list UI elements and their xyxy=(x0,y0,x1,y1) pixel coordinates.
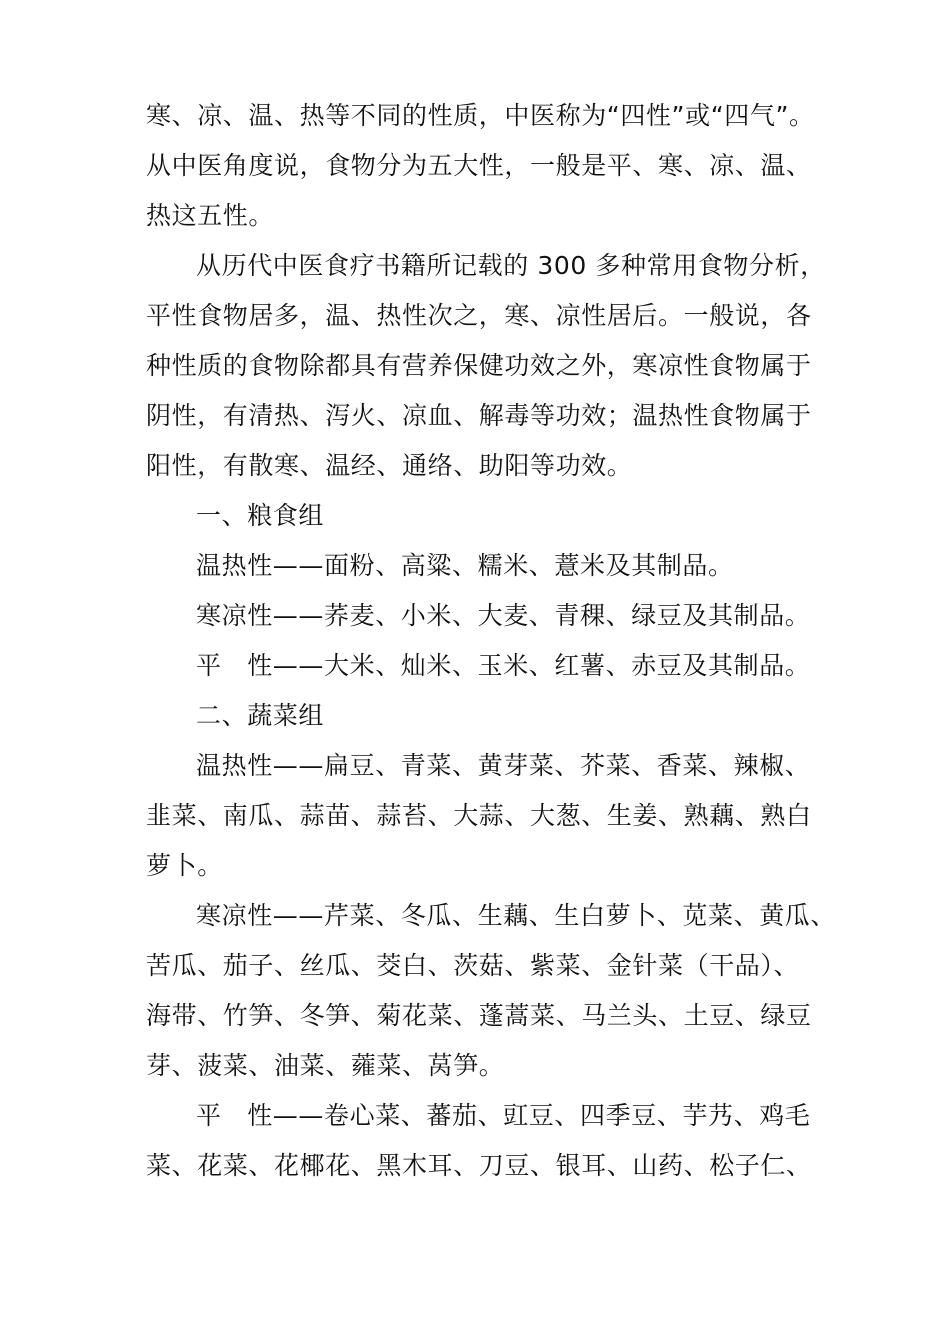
section-heading-grains: 一、粮食组 xyxy=(196,501,325,530)
text-line-15: 韭菜、南瓜、蒜苗、蒜苔、大蒜、大葱、生姜、熟藕、熟白 xyxy=(146,801,812,830)
text-line-2: 从中医角度说，食物分为五大性，一般是平、寒、凉、温、 xyxy=(146,151,812,180)
text-line-22: 菜、花菜、花椰花、黑木耳、刀豆、银耳、山药、松子仁、 xyxy=(146,1151,812,1180)
text-line-1: 寒、凉、温、热等不同的性质，中医称为“四性”或“四气”。 xyxy=(146,101,815,130)
text-line-12: 平 性——大米、灿米、玉米、红薯、赤豆及其制品。 xyxy=(196,651,811,680)
text-line-17: 寒凉性——芹菜、冬瓜、生藕、生白萝卜、苋菜、黄瓜、 xyxy=(196,901,837,930)
text-line-7: 阴性，有清热、泻火、凉血、解毒等功效；温热性食物属于 xyxy=(146,401,812,430)
text-line-4: 从历代中医食疗书籍所记载的 300 多种常用食物分析， xyxy=(196,251,826,280)
text-line-21: 平 性——卷心菜、蕃茄、豇豆、四季豆、芋艿、鸡毛 xyxy=(196,1101,811,1130)
text-line-6: 种性质的食物除都具有营养保健功效之外，寒凉性食物属于 xyxy=(146,351,812,380)
text-line-19: 海带、竹笋、冬笋、菊花菜、蓬蒿菜、马兰头、土豆、绿豆 xyxy=(146,1001,812,1030)
text-line-18: 苦瓜、茄子、丝瓜、茭白、茨菇、紫菜、金针菜（干品）、 xyxy=(146,951,800,980)
text-line-10: 温热性——面粉、高粱、糯米、薏米及其制品。 xyxy=(196,551,734,580)
text-line-16: 萝卜。 xyxy=(146,851,223,880)
text-line-8: 阳性，有散寒、温经、通络、助阳等功效。 xyxy=(146,451,633,480)
text-line-5: 平性食物居多，温、热性次之，寒、凉性居后。一般说，各 xyxy=(146,301,812,330)
section-heading-vegetables: 二、蔬菜组 xyxy=(196,701,325,730)
text-line-14: 温热性——扁豆、青菜、黄芽菜、芥菜、香菜、辣椒、 xyxy=(196,751,811,780)
text-line-20: 芽、菠菜、油菜、蕹菜、莴笋。 xyxy=(146,1051,505,1080)
text-line-3: 热这五性。 xyxy=(146,201,275,230)
text-line-11: 寒凉性——荞麦、小米、大麦、青稞、绿豆及其制品。 xyxy=(196,601,811,630)
